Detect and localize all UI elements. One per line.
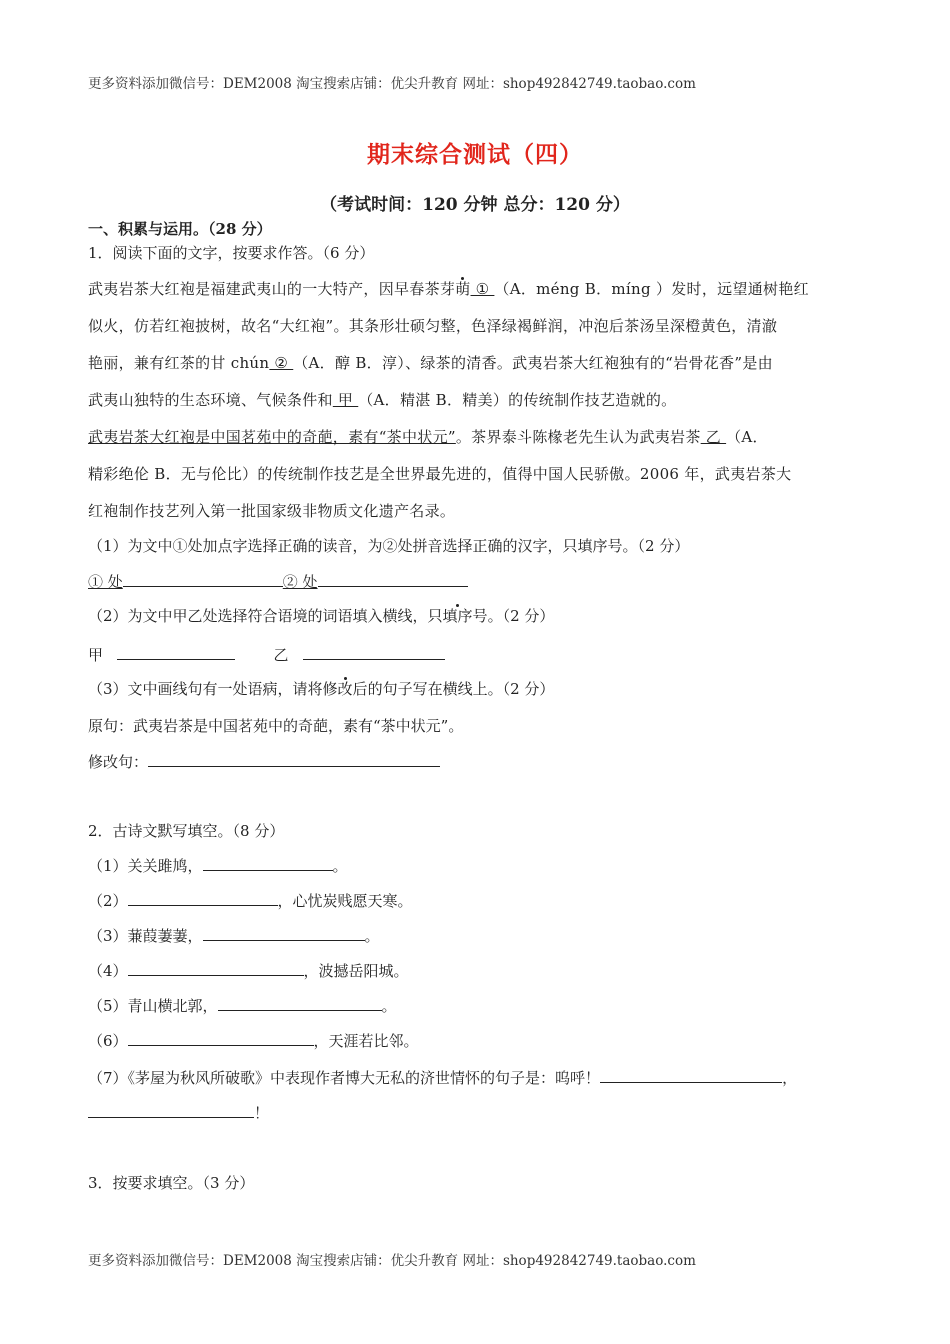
q2-item-2: （2） ，心忧炭贱愿天寒。 — [88, 889, 413, 911]
poem-blank-1[interactable] — [203, 854, 333, 871]
underlined-sentence: 武夷岩茶大红袍是中国茗苑中的奇葩，素有“茶中状元” — [88, 428, 456, 446]
q2-item-5: （5）青山横北郭， 。 — [88, 994, 397, 1016]
q1-sub3: （3）文中画线句有一处语病，请将修改后的句子写在横线上。（2 分） — [88, 680, 555, 698]
passage-line-5: 武夷岩茶大红袍是中国茗苑中的奇葩，素有“茶中状元”。茶界泰斗陈椽老先生认为武夷岩茶 乙 （A． — [88, 428, 768, 446]
q3-heading: 3．按要求填空。（3 分） — [88, 1174, 255, 1192]
q1-sub2: （2）为文中甲乙处选择符合语境的词语填入横线，只填序号。（2 分） — [88, 607, 555, 625]
passage-line-2: 似火，仿若红袍披树，故名“大红袍”。其条形壮硕匀整，色泽绿褐鲜润，冲泡后茶汤呈深橙黄色，清澈 — [88, 317, 778, 335]
poem-blank-3[interactable] — [203, 924, 365, 941]
blank-mark-2: ② — [269, 354, 294, 372]
page-header: 更多资料添加微信号：DEM2008 淘宝搜索店铺：优尖升教育 网址：shop492842749.taobao.com — [88, 76, 696, 92]
blank-mark-jia: 甲 — [332, 391, 359, 409]
poem-blank-2[interactable] — [128, 889, 278, 906]
dotted-char: 萌 — [455, 280, 471, 298]
q2-item-3: （3）蒹葭萋萋， 。 — [88, 924, 380, 946]
exam-info: （考试时间：120 分钟 总分：120 分） — [320, 195, 630, 215]
passage-line-1: 武夷岩茶大红袍是福建武夷山的一大特产，因早春茶芽萌 ① （A．méng B．míng ）发时，远望通树艳红 — [88, 280, 809, 298]
q1-heading: 1．阅读下面的文字，按要求作答。（6 分） — [88, 244, 375, 262]
q2-heading: 2．古诗文默写填空。（8 分） — [88, 822, 285, 840]
poem-blank-7a[interactable] — [600, 1066, 782, 1083]
poem-blank-6[interactable] — [128, 1029, 314, 1046]
passage-line-6: 精彩绝伦 B．无与伦比）的传统制作技艺是全世界最先进的，值得中国人民骄傲。2006 年，武夷岩茶大 — [88, 465, 792, 483]
answer-blank-2[interactable] — [318, 570, 468, 587]
q1-sub1: （1）为文中①处加点字选择正确的读音，为②处拼音选择正确的汉字，只填序号。（2 分） — [88, 537, 690, 555]
poem-blank-7b[interactable] — [88, 1101, 254, 1118]
passage-line-3: 艳丽，兼有红茶的甘 chún ② （A．醇 B．淳）、绿茶的清香。武夷岩茶大红袍独有的“岩骨花香”是由 — [88, 354, 773, 372]
original-sentence: 原句：武夷岩茶是中国茗苑中的奇葩，素有“茶中状元”。 — [88, 717, 464, 735]
passage-line-7: 红袍制作技艺列入第一批国家级非物质文化遗产名录。 — [88, 502, 456, 520]
blank-mark-1: ① — [470, 280, 495, 298]
dotted-text: 只填序号 — [427, 607, 488, 625]
blank-mark-yi: 乙 — [700, 428, 727, 446]
q2-item-4: （4） ，波撼岳阳城。 — [88, 959, 409, 981]
passage-line-4: 武夷山独特的生态环境、气候条件和 甲 （A．精湛 B．精美）的传统制作技艺造就的。 — [88, 391, 677, 409]
q2-item-7-cont: ！ — [88, 1101, 269, 1123]
q1-sub1-answers: ① 处 ② 处 — [88, 570, 468, 592]
dotted-text: 修改后 — [322, 680, 368, 698]
poem-blank-4[interactable] — [128, 959, 304, 976]
q2-item-1: （1）关关雎鸠， 。 — [88, 854, 348, 876]
section-heading: 一、积累与运用。（28 分） — [88, 220, 272, 238]
answer-blank-1[interactable] — [123, 570, 283, 587]
q1-sub2-answers: 甲 乙 — [88, 643, 445, 665]
page-footer: 更多资料添加微信号：DEM2008 淘宝搜索店铺：优尖升教育 网址：shop492842749.taobao.com — [88, 1253, 696, 1269]
answer-blank-yi[interactable] — [303, 643, 445, 660]
poem-blank-5[interactable] — [218, 994, 382, 1011]
q2-item-6: （6） ，天涯若比邻。 — [88, 1029, 419, 1051]
revised-sentence: 修改句： — [88, 750, 440, 772]
page-title: 期末综合测试（四） — [367, 141, 583, 168]
answer-blank-revised[interactable] — [148, 750, 440, 767]
answer-blank-jia[interactable] — [117, 643, 235, 660]
q2-item-7: （7）《茅屋为秋风所破歌》中表现作者博大无私的济世情怀的句子是：呜呼！ ， — [88, 1066, 797, 1088]
